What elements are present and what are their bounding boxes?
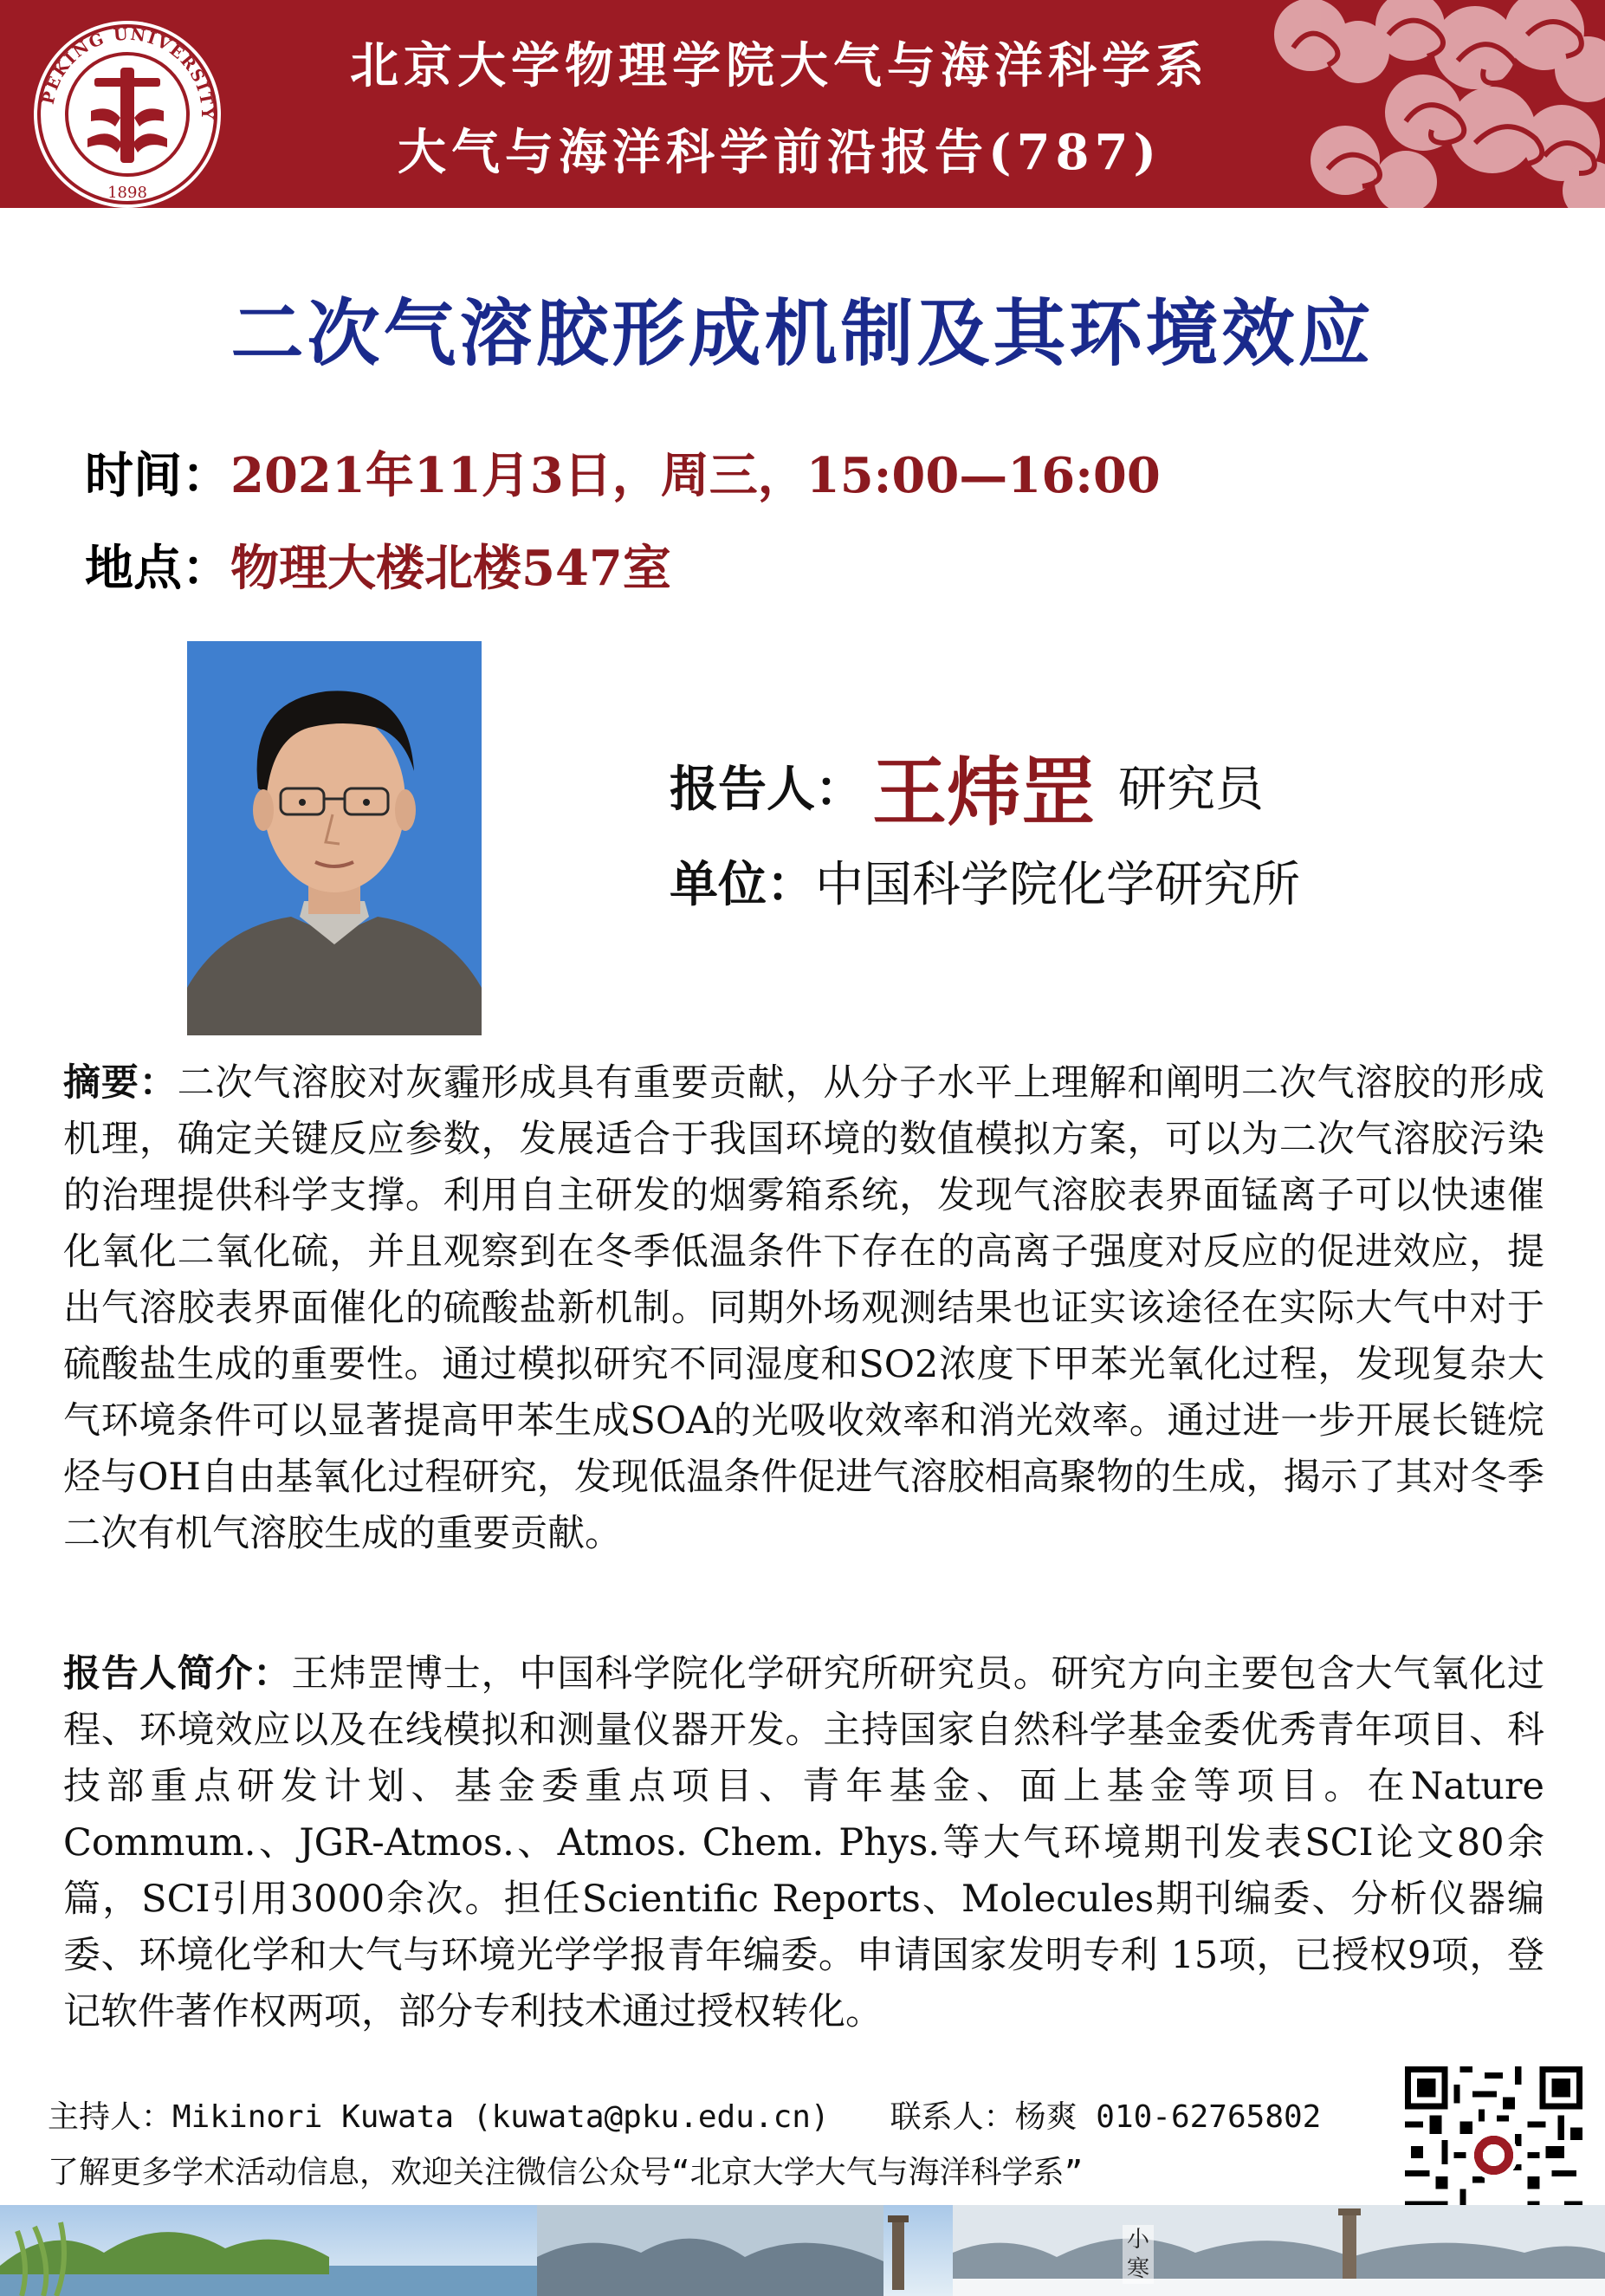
wechat-line: 了解更多学术活动信息，欢迎关注微信公众号“北京大学大气与海洋科学系” <box>48 2155 1084 2190</box>
talk-title: 二次气溶胶形成机制及其环境效应 <box>230 291 1375 376</box>
speaker-row <box>670 732 1264 840</box>
place-label: 地点： <box>85 541 230 597</box>
time-row <box>85 438 1161 507</box>
abstract-text: 二次气溶胶对灰霾形成具有重要贡献，从分子水平上理解和阐明二次气溶胶的形成机理，确定关键反应参数，发展适合于我国环境的数值模拟方案，可以为二次气溶胶污染的治理提供科学支撑。利用自主研发的烟雾箱系统，发现气溶胶表界面锰离子可以快速催化氧化二氧化硫，并且观察到在冬季低温条件下存在的高离子强度对反应的促进效应，提出气溶胶表界面催化的硫酸盐新机制。同期外场观测结果也证实该途径在实际大气中对于硫酸盐生成的重要性。通过模拟研究不同湿度和SO2浓度下甲苯光氧化过程，发现复杂大气环境条件可以显著提高甲苯生成SOA的光吸收效率和消光效率。通过进一步开展长链烷烃与OH自由基氧化过程研究，发现低温条件促进气溶胶相高聚物的生成，揭示了其对冬季二次有机气溶胶生成的重要贡献。 <box>63 1061 1545 1555</box>
place-value: 物理大楼北楼547室 <box>230 540 671 597</box>
host-info: 主持人：Mikinori Kuwata (kuwata@pku.edu.cn) <box>48 2099 830 2135</box>
bio-paragraph <box>63 1646 1544 2045</box>
logo-year: 1898 <box>107 184 147 202</box>
speaker-photo-icon <box>187 641 482 1035</box>
speaker-label: 报告人： <box>670 762 864 818</box>
speaker-title: 研究员 <box>1118 762 1264 818</box>
place-row <box>85 530 671 600</box>
contact-info: 联系人：杨爽 010-62765802 <box>890 2099 1322 2135</box>
time-value: 2021年11月3日，周三，15:00—16:00 <box>230 447 1161 504</box>
banner-stamp-text: 小寒 <box>1123 2225 1154 2284</box>
affiliation-row <box>670 846 1300 916</box>
campus-banner-icon <box>0 2205 1605 2296</box>
abstract-paragraph <box>63 1055 1544 1627</box>
bio-label: 报告人简介： <box>63 1652 292 1696</box>
time-label: 时间： <box>85 448 230 504</box>
affiliation-label: 单位： <box>670 857 815 913</box>
bio-text: 王炜罡博士，中国科学院化学研究所研究员。研究方向主要包含大气氧化过程、环境效应以及在线模拟和测量仪器开发。主持国家自然科学基金委优秀青年项目、科技部重点研发计划、基金委重点项目、青年基金、面上基金等项目。在Nature Commum.、JGR-Atmos.、Atmos. Chem. Phys.等大气环境期刊发表SCI论文80余篇，SCI引用3000余次。担任Scientific Reports、Molecules期刊编委、分析仪器编委、环境化学和大气与环境光学学报青年编委。申请国家发明专利 15项，已授权9项，登记软件著作权两项，部分专利技术通过授权转化。 <box>63 1652 1545 2033</box>
speaker-name: 王炜罡 <box>872 749 1096 836</box>
logo-ring-text: PEKING UNIVERSITY <box>38 24 217 121</box>
seminar-series-line: 大气与海洋科学前沿报告(787) <box>398 124 1162 181</box>
department-line: 北京大学物理学院大气与海洋科学系 <box>350 37 1209 94</box>
abstract-label: 摘要： <box>63 1061 178 1105</box>
host-contact-line <box>48 2092 1321 2137</box>
affiliation-value: 中国科学院化学研究所 <box>815 857 1300 913</box>
peking-university-logo-icon <box>30 17 225 208</box>
header-band <box>0 0 1605 208</box>
